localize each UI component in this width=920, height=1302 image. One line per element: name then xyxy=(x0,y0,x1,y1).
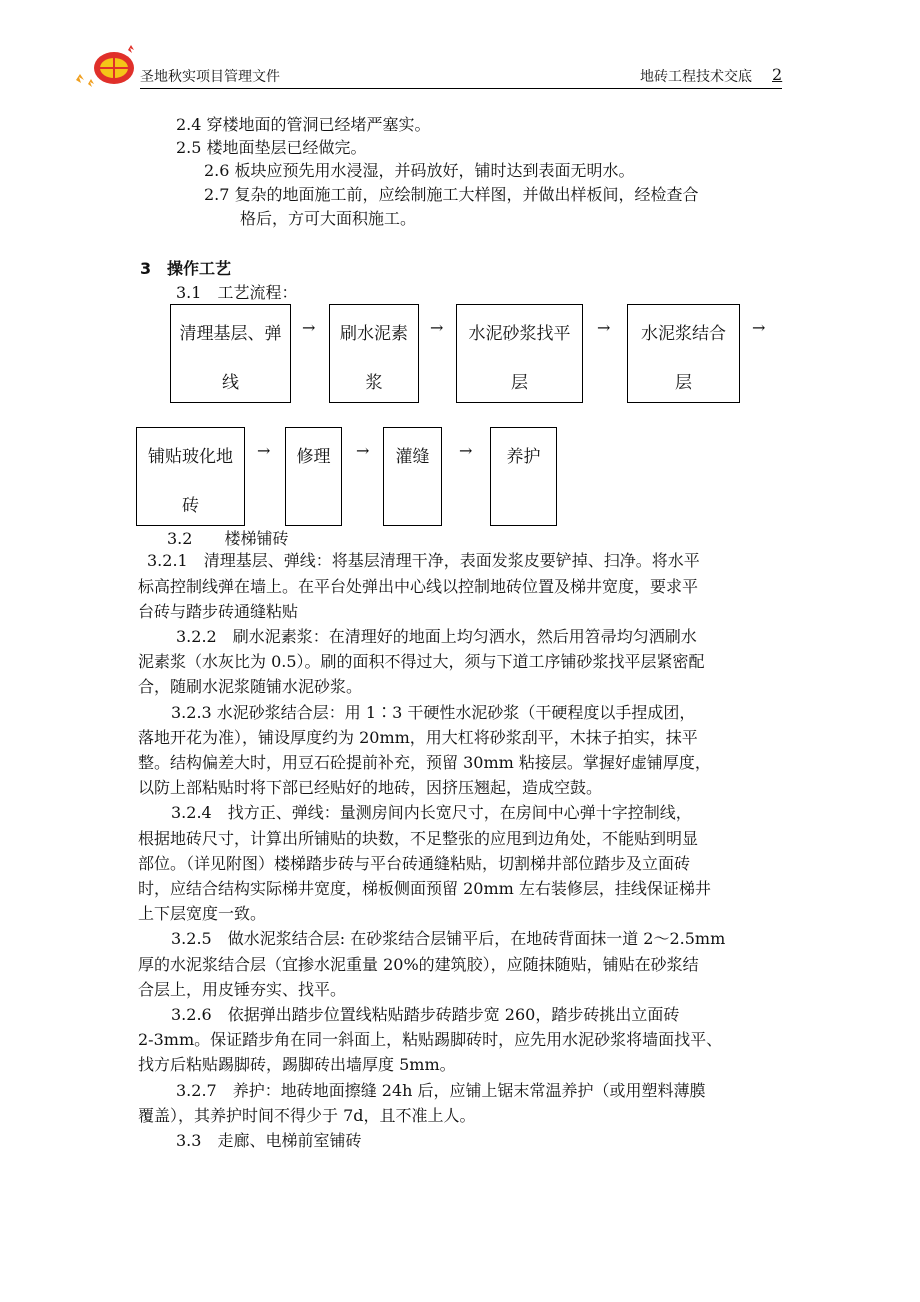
company-logo xyxy=(70,44,140,92)
flow-step-label: 灌缝 xyxy=(395,447,430,467)
body-line: 上下层宽度一致。 xyxy=(138,904,267,923)
prep-item: 2.6 板块应预先用水浸湿，并码放好，铺时达到表面无明水。 xyxy=(204,161,635,180)
flow-arrow: → xyxy=(752,318,766,337)
body-line: 以防上部粘贴时将下部已经贴好的地砖，因挤压翘起，造成空鼓。 xyxy=(138,778,603,797)
header-section-title: 地砖工程技术交底 xyxy=(640,69,752,85)
flow-step xyxy=(490,427,557,526)
flow-step-label: 浆 xyxy=(365,373,383,393)
flow-step xyxy=(627,304,740,403)
section-number: 3 xyxy=(140,259,152,278)
flow-arrow: → xyxy=(356,441,370,460)
body-line: 落地开花为准），铺设厚度约为 20mm，用大杠将砂浆刮平，木抹子拍实，抹平 xyxy=(138,728,698,747)
body-line: 2-3mm。保证踏步角在同一斜面上，粘贴踢脚砖时，应先用水泥砂浆将墙面找平、 xyxy=(138,1030,723,1049)
body-line: 覆盖），其养护时间不得少于 7d，且不准上人。 xyxy=(138,1106,476,1125)
flow-step xyxy=(136,427,245,526)
body-line: 3.2.3 水泥砂浆结合层：用 1∶3 干硬性水泥砂浆（干硬程度以手捏成团， xyxy=(171,703,696,722)
body-line: 根据地砖尺寸，计算出所铺贴的块数，不足整张的应甩到边角处，不能贴到明显 xyxy=(138,829,699,848)
flow-arrow: → xyxy=(430,318,444,337)
subsection-heading: 3.2 楼梯铺砖 xyxy=(167,529,289,548)
flow-step-label: 层 xyxy=(675,373,692,393)
flow-arrow: → xyxy=(459,441,473,460)
body-line: 标高控制线弹在墙上。在平台处弹出中心线以控制地砖位置及梯井宽度，要求平 xyxy=(138,577,699,596)
flow-step xyxy=(285,427,342,526)
body-line: 泥素浆（水灰比为 0.5）。刷的面积不得过大，须与下道工序铺砂浆找平层紧密配 xyxy=(138,652,705,671)
flow-step-label: 清理基层、弹 xyxy=(179,324,282,344)
flow-step xyxy=(329,304,419,403)
prep-item: 2.4 穿楼地面的管洞已经堵严塞实。 xyxy=(176,115,431,134)
body-line: 3.2.4 找方正、弹线：量测房间内长宽尺寸，在房间中心弹十字控制线， xyxy=(171,803,692,822)
page-number: 2 xyxy=(772,65,783,84)
flow-arrow: → xyxy=(302,318,316,337)
flow-heading: 3.1 工艺流程： xyxy=(176,283,298,302)
flow-arrow: → xyxy=(257,441,271,460)
flow-arrow: → xyxy=(597,318,611,337)
body-line: 厚的水泥浆结合层（宜掺水泥重量 20%的建筑胶），应随抹随贴，铺贴在砂浆结 xyxy=(138,955,699,974)
prep-item: 2.7 复杂的地面施工前，应绘制施工大样图，并做出样板间，经检查合 xyxy=(204,185,699,204)
body-line: 时，应结合结构实际梯井宽度，梯板侧面预留 20mm 左右装修层，挂线保证梯井 xyxy=(138,879,711,898)
body-line: 合层上，用皮锤夯实、找平。 xyxy=(138,980,347,999)
flow-step xyxy=(456,304,583,403)
body-line: 3.2.2 刷水泥素浆：在清理好的地面上均匀洒水，然后用笤帚均匀洒刷水 xyxy=(176,627,697,646)
flow-step-label: 砖 xyxy=(182,496,199,516)
body-line: 3.2.5 做水泥浆结合层: 在砂浆结合层铺平后，在地砖背面抹一道 2～2.5mm xyxy=(171,929,726,948)
flow-step-label: 层 xyxy=(511,373,528,393)
flow-step xyxy=(170,304,291,403)
flow-step-label: 水泥浆结合 xyxy=(641,324,726,344)
body-line: 部位。（详见附图）楼梯踏步砖与平台砖通缝粘贴，切割梯井部位踏步及立面砖 xyxy=(138,854,691,873)
flow-step-label: 刷水泥素 xyxy=(340,324,408,344)
body-line: 3.2.6 依据弹出踏步位置线粘贴踏步砖踏步宽 260，踏步砖挑出立面砖 xyxy=(171,1005,680,1024)
prep-item-continued: 格后，方可大面积施工。 xyxy=(240,209,417,228)
header-doc-title: 圣地秋实项目管理文件 xyxy=(140,69,280,85)
header-rule xyxy=(140,88,782,89)
flow-step-label: 修理 xyxy=(296,447,331,467)
flow-step-label: 养护 xyxy=(506,447,541,467)
section-title: 操作工艺 xyxy=(167,259,232,278)
subsection-heading: 3.3 走廊、电梯前室铺砖 xyxy=(176,1131,362,1150)
flow-step xyxy=(383,427,442,526)
prep-item: 2.5 楼地面垫层已经做完。 xyxy=(176,138,367,157)
flow-step-label: 铺贴玻化地 xyxy=(148,447,233,467)
flow-step-label: 线 xyxy=(222,373,239,393)
body-line: 3.2.1 清理基层、弹线：将基层清理干净，表面发浆皮要铲掉、扫净。将水平 xyxy=(147,551,700,570)
body-line: 找方后粘贴踢脚砖，踢脚砖出墙厚度 5mm。 xyxy=(138,1055,456,1074)
flow-step-label: 水泥砂浆找平 xyxy=(468,324,571,344)
body-line: 3.2.7 养护：地砖地面擦缝 24h 后，应铺上锯末常温养护（或用塑料薄膜 xyxy=(176,1081,706,1100)
body-line: 整。结构偏差大时，用豆石砼提前补充，预留 30mm 粘接层。掌握好虚铺厚度， xyxy=(138,753,711,772)
body-line: 合，随刷水泥浆随铺水泥砂浆。 xyxy=(138,677,363,696)
body-line: 台砖与踏步砖通缝粘贴 xyxy=(138,602,299,621)
